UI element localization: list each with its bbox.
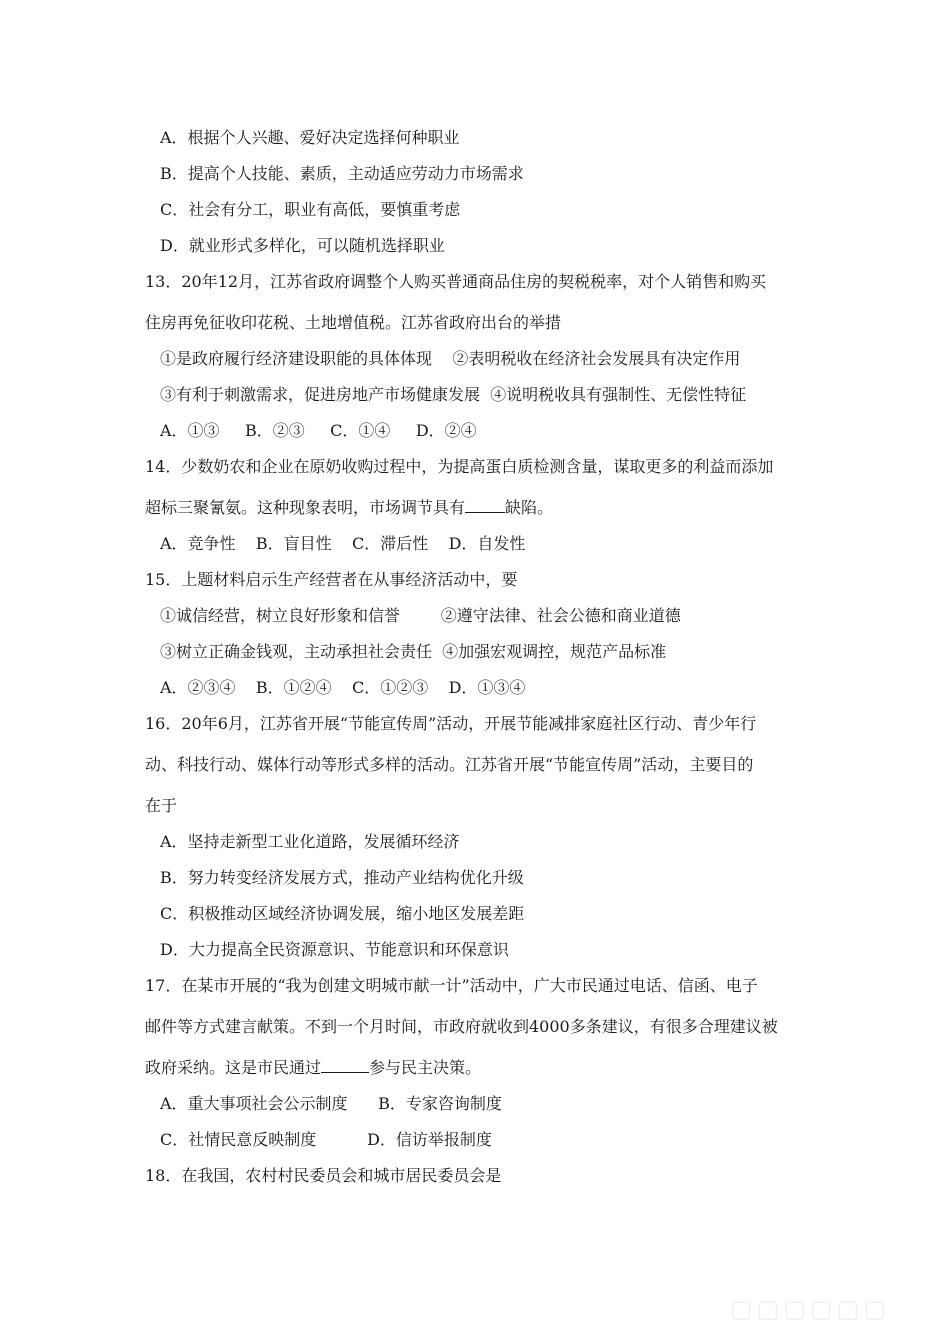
q17-stem-line2: 邮件等方式建言献策。不到一个月时间，市政府就收到4000多条建议，有很多合理建议被	[145, 1017, 778, 1036]
q14-stem-line1: 14．少数奶农和企业在原奶收购过程中，为提高蛋白质检测含量，谋取更多的利益而添加	[145, 457, 774, 476]
q18-stem-line1: 18．在我国，农村村民委员会和城市居民委员会是	[145, 1166, 502, 1185]
q17-answer-blank	[321, 1058, 369, 1073]
q14-stem-line2-pre: 超标三聚氰氨。这种现象表明，市场调节具有	[145, 498, 466, 517]
q16-option-d: D．大力提高全民资源意识、节能意识和环保意识	[160, 940, 509, 959]
q15-statements-row1: ①诚信经营，树立良好形象和信誉 ②遵守法律、社会公德和商业道德	[160, 606, 681, 625]
q16-stem-line3: 在于	[145, 796, 178, 815]
q16-stem-line1: 16．20年6月，江苏省开展“节能宣传周”活动，开展节能减排家庭社区行动、青少年行	[145, 714, 757, 733]
q14-answer-blank	[465, 498, 505, 513]
q17-stem-line3-post: 参与民主决策。	[369, 1058, 482, 1077]
q13-statements-row2: ③有利于刺激需求，促进房地产市场健康发展 ④说明税收具有强制性、无偿性特征	[160, 385, 747, 404]
q17-options-row1: A．重大事项社会公示制度 B．专家咨询制度	[160, 1094, 502, 1113]
q15-stem-line1: 15．上题材料启示生产经营者在从事经济活动中，要	[145, 570, 518, 589]
watermark: ▢▢▢▢▢▢	[729, 1295, 890, 1323]
q13-stem-line1: 13．20年12月，江苏省政府调整个人购买普通商品住房的契税税率，对个人销售和购买	[145, 272, 767, 291]
q13-statements-row1: ①是政府履行经济建设职能的具体体现 ②表明税收在经济社会发展具有决定作用	[160, 349, 741, 368]
q12-option-a: A．根据个人兴趣、爱好决定选择何种职业	[160, 128, 460, 147]
q13-choices: A．①③ B．②③ C．①④ D．②④	[160, 421, 477, 440]
q14-stem-line2	[145, 498, 553, 518]
q15-choices: A．②③④ B．①②④ C．①②③ D．①③④	[160, 678, 526, 697]
q17-stem-line1: 17．在某市开展的“我为创建文明城市献一计”活动中，广大市民通过电话、信函、电子	[145, 976, 758, 995]
q16-option-b: B．努力转变经济发展方式，推动产业结构优化升级	[160, 868, 524, 887]
q14-stem-line2-post: 缺陷。	[505, 498, 554, 517]
q12-option-c: C．社会有分工，职业有高低，要慎重考虑	[160, 200, 461, 219]
q13-stem-line2: 住房再免征收印花税、土地增值税。江苏省政府出台的举措	[145, 313, 562, 332]
q15-statements-row2: ③树立正确金钱观，主动承担社会责任 ④加强宏观调控，规范产品标准	[160, 642, 667, 661]
q14-choices: A．竞争性 B．盲目性 C．滞后性 D．自发性	[160, 534, 526, 553]
q16-option-a: A．坚持走新型工业化道路，发展循环经济	[160, 832, 460, 851]
q17-stem-line3	[145, 1058, 481, 1078]
q16-option-c: C．积极推动区域经济协调发展，缩小地区发展差距	[160, 904, 525, 923]
q12-option-d: D．就业形式多样化，可以随机选择职业	[160, 236, 445, 255]
q12-option-b: B．提高个人技能、素质，主动适应劳动力市场需求	[160, 164, 524, 183]
q16-stem-line2: 动、科技行动、媒体行动等形式多样的活动。江苏省开展“节能宣传周”活动，主要目的	[145, 755, 754, 774]
q17-stem-line3-pre: 政府采纳。这是市民通过	[145, 1058, 322, 1077]
q17-options-row2: C．社情民意反映制度 D．信访举报制度	[160, 1130, 492, 1149]
